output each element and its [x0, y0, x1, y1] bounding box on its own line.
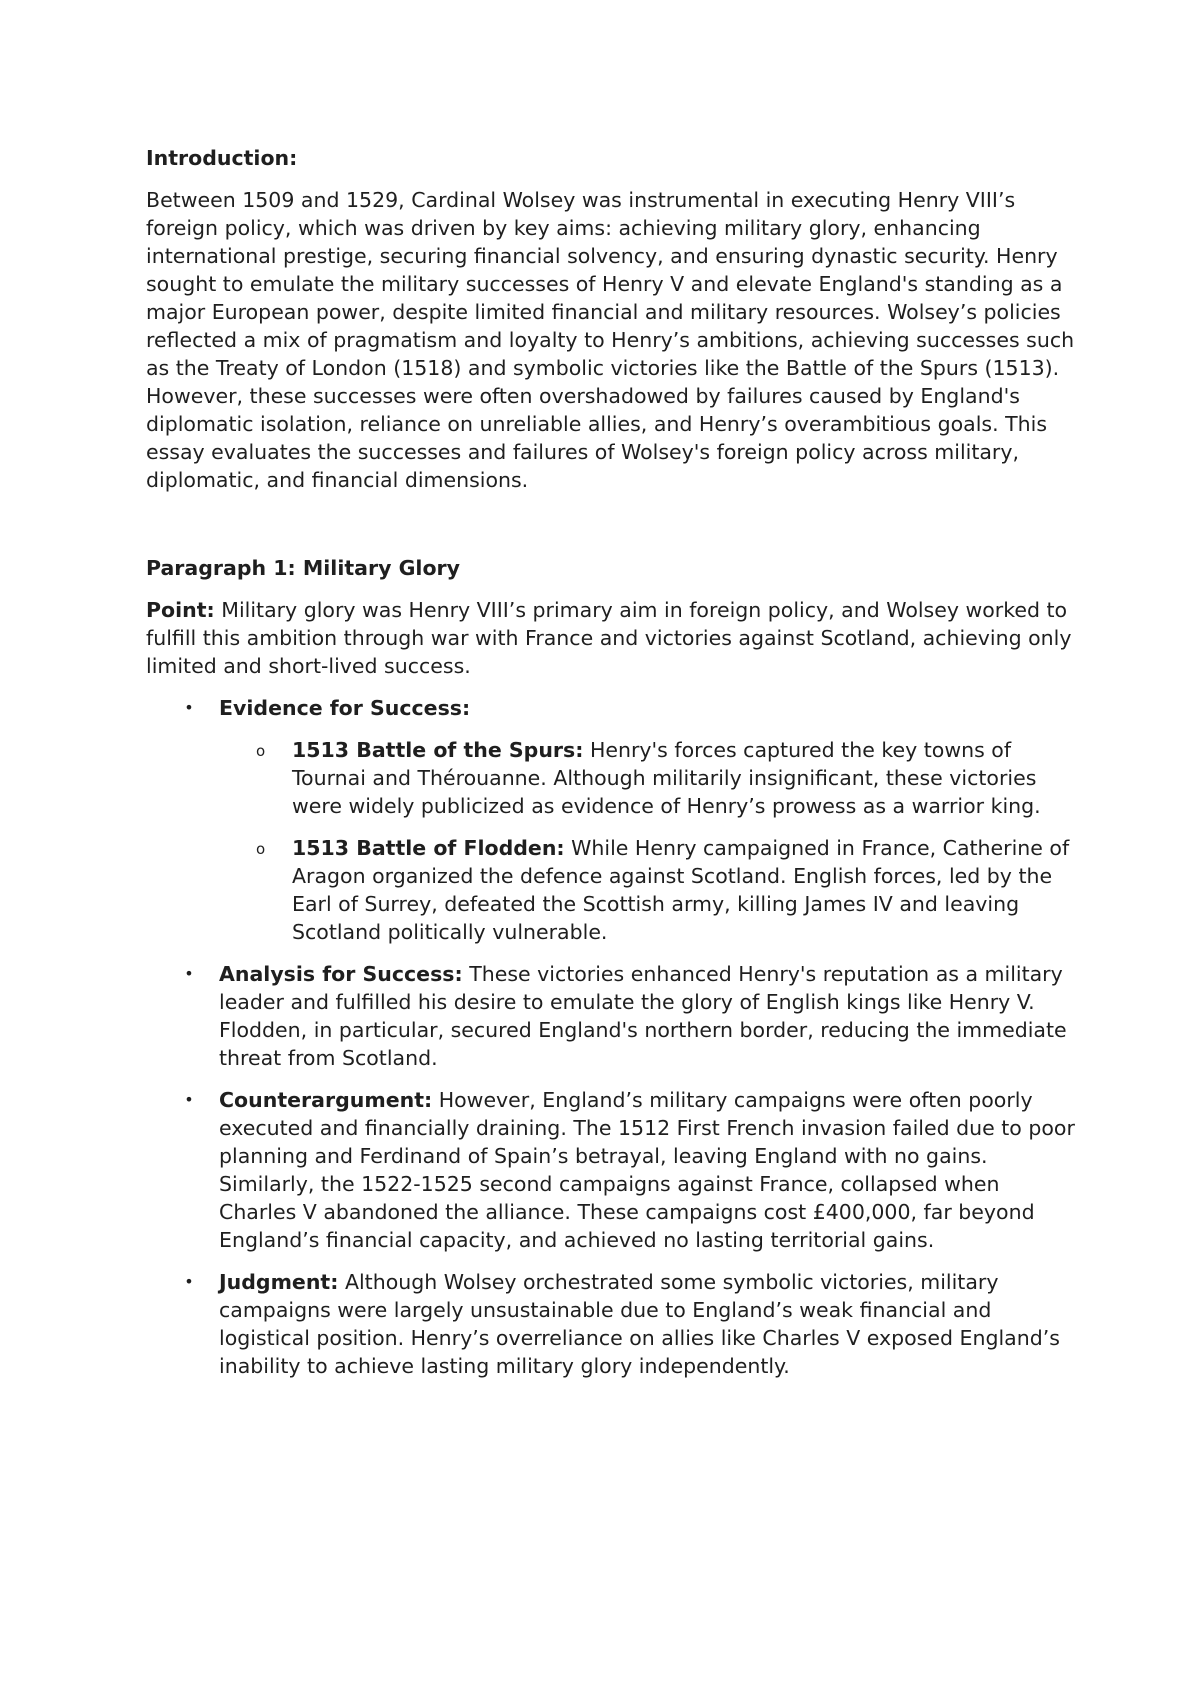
bullet-icon: •	[184, 1090, 194, 1109]
sub-bullet-icon: o	[256, 840, 266, 858]
bullet-item-evidence	[184, 694, 1076, 946]
spurs-label: 1513 Battle of the Spurs:	[292, 738, 584, 762]
paragraph1-heading: Paragraph 1: Military Glory	[146, 556, 461, 580]
counterargument-label: Counterargument:	[219, 1088, 433, 1112]
spurs-text: Henry's forces captured the key towns of Tournai and Thérouanne. Although militarily insignificant, these victories were widely publicized as evidence of Henry’s prowess as a warrior king.	[292, 738, 1041, 818]
bullet-icon: •	[184, 1272, 194, 1291]
document-content	[146, 144, 1076, 1394]
counterargument-text: However, England’s military campaigns were often poorly executed and financially draining. The 1512 First French invasion failed due to poor planning and Ferdinand of Spain’s betrayal, leaving England with no gains. Similarly, the 1522-1525 second campaigns against France, collapsed when Charles V abandoned the alliance. These campaigns cost £400,000, far beyond England’s financial capacity, and achieved no lasting territorial gains.	[219, 1088, 1075, 1252]
judgment-text: Although Wolsey orchestrated some symbolic victories, military campaigns were largely unsustainable due to England’s weak financial and logistical position. Henry’s overreliance on allies like Charles V exposed England’s inability to achieve lasting military glory independently.	[219, 1270, 1060, 1378]
analysis-text: These victories enhanced Henry's reputation as a military leader and fulfilled his desire to emulate the glory of English kings like Henry V. Flodden, in particular, secured England's northern border, reducing the immediate threat from Scotland.	[219, 962, 1067, 1070]
point-paragraph	[146, 596, 1076, 680]
bullet-item-counterargument	[184, 1086, 1076, 1254]
analysis-label: Analysis for Success:	[219, 962, 463, 986]
bullet-item-analysis	[184, 960, 1076, 1072]
bullet-item-judgment	[184, 1268, 1076, 1380]
sub-bullet-icon: o	[256, 742, 266, 760]
evidence-sub-list	[219, 736, 1076, 946]
bullet-icon: •	[184, 698, 194, 717]
flodden-text: While Henry campaigned in France, Catherine of Aragon organized the defence against Scotland. English forces, led by the Earl of Surrey, defeated the Scottish army, killing James IV and leaving Scotland politically vulnerable.	[292, 836, 1070, 944]
evidence-label: Evidence for Success:	[219, 696, 471, 720]
sub-bullet-item-spurs	[256, 736, 1076, 820]
point-text: Military glory was Henry VIII’s primary aim in foreign policy, and Wolsey worked to fulfill this ambition through war with France and victories against Scotland, achieving only limited and short-lived success.	[146, 598, 1072, 678]
bullet-icon: •	[184, 964, 194, 983]
intro-heading: Introduction:	[146, 146, 298, 170]
point-label: Point:	[146, 598, 215, 622]
intro-body: Between 1509 and 1529, Cardinal Wolsey was instrumental in executing Henry VIII’s foreign policy, which was driven by key aims: achieving military glory, enhancing international prestige, securing financial solvency, and ensuring dynastic security. Henry sought to emulate the military successes of Henry V and elevate England's standing as a major European power, despite limited financial and military resources. Wolsey’s policies reflected a mix of pragmatism and loyalty to Henry’s ambitions, achieving successes such as the Treaty of London (1518) and symbolic victories like the Battle of the Spurs (1513). However, these successes were often overshadowed by failures caused by England's diplomatic isolation, reliance on unreliable allies, and Henry’s overambitious goals. This essay evaluates the successes and failures of Wolsey's foreign policy across military, diplomatic, and financial dimensions.	[146, 188, 1075, 492]
sub-bullet-item-flodden	[256, 834, 1076, 946]
flodden-label: 1513 Battle of Flodden:	[292, 836, 565, 860]
judgment-label: Judgment:	[219, 1270, 339, 1294]
bullet-list	[146, 694, 1076, 1380]
